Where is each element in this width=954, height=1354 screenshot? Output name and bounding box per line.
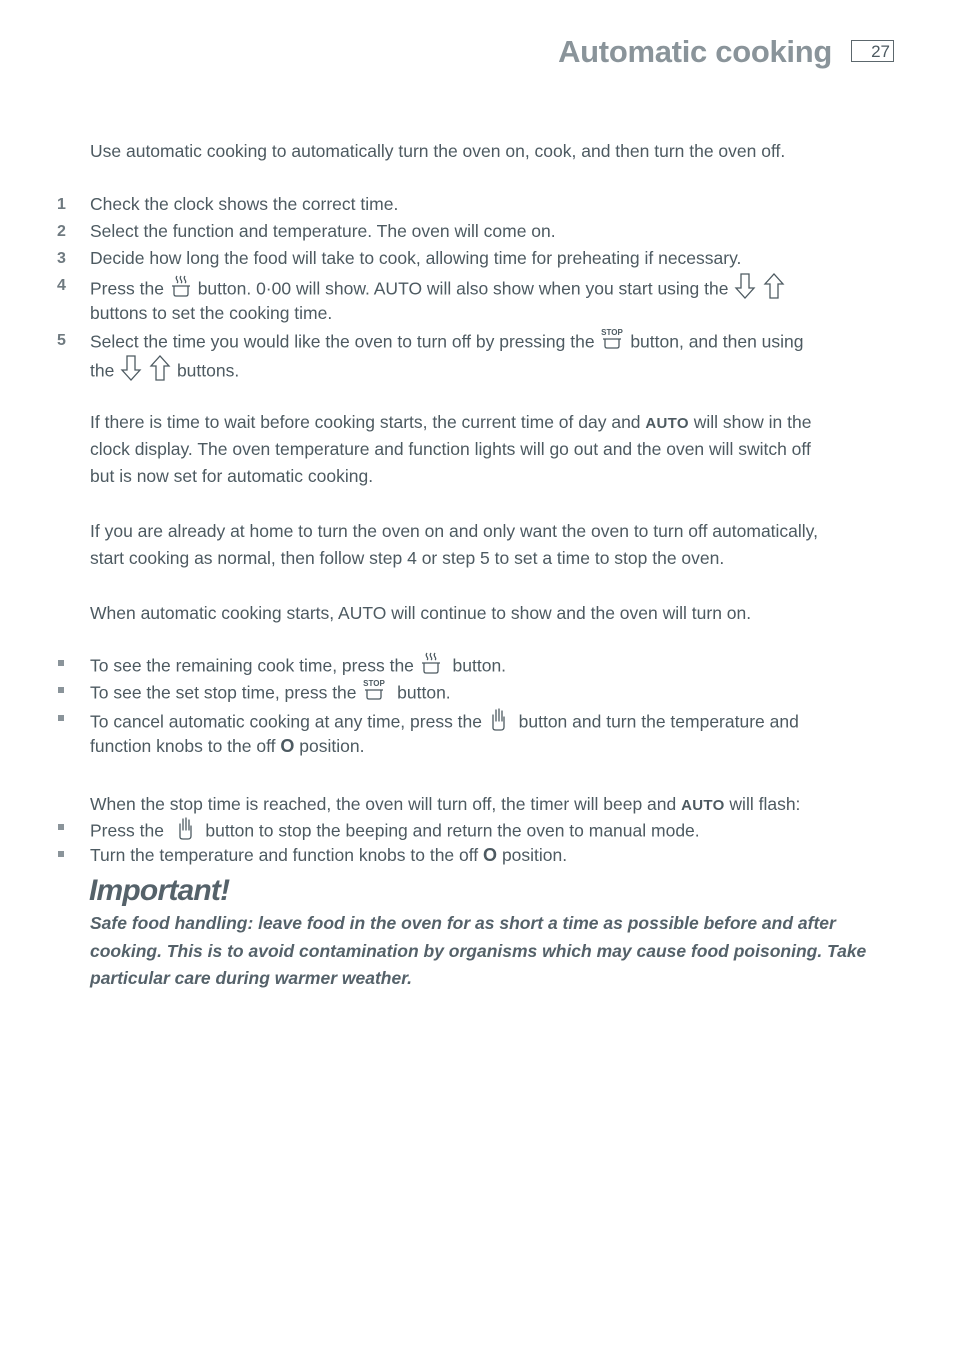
step-number: 4	[57, 277, 66, 294]
bullet-marker	[58, 715, 64, 721]
page-title: Automatic cooking	[558, 34, 832, 69]
arrow-down-icon	[119, 354, 143, 390]
step-text: Decide how long the food will take to cook, allowing time for preheating if necessary.	[90, 248, 742, 268]
paragraph-line: but is now set for automatic cooking.	[90, 466, 374, 486]
paragraph-line: If you are already at home to turn the oven on and only want the oven to turn off automatically,	[90, 521, 818, 541]
bullet-text: Turn the temperature and function knobs to the off O position.	[90, 845, 568, 865]
step-number: 3	[57, 250, 66, 267]
important-text: particular care during warmer weather.	[90, 968, 412, 988]
paragraph-line: clock display. The oven temperature and function lights will go out and the oven will switch off	[90, 439, 811, 459]
important-text: Safe food handling: leave food in the oven for as short a time as possible before and after	[90, 913, 836, 933]
step-text: Check the clock shows the correct time.	[90, 194, 399, 214]
off-symbol: O	[280, 736, 295, 756]
intro-text: Use automatic cooking to automatically turn the oven on, cook, and then turn the oven off.	[90, 141, 786, 161]
bullet-text: Press the button to stop the beeping and return the oven to manual mode.	[90, 815, 890, 849]
step-number: 2	[57, 223, 66, 240]
bullet-marker	[58, 687, 64, 693]
bullet-text: To cancel automatic cooking at any time, press the button and turn the temperature and	[90, 706, 890, 740]
arrow-up-icon	[148, 354, 172, 390]
paragraph-line: If there is time to wait before cooking starts, the current time of day and AUTO will show in the	[90, 412, 812, 432]
bullet-marker	[58, 660, 64, 666]
off-symbol: O	[483, 845, 498, 865]
auto-indicator: AUTO	[681, 797, 725, 814]
bullet-text: To see the set stop time, press the STOP button.	[90, 678, 890, 710]
step-number: 1	[57, 196, 66, 213]
svg-text:STOP: STOP	[363, 679, 386, 688]
paragraph-line: When automatic cooking starts, AUTO will continue to show and the oven will turn on.	[90, 603, 752, 623]
bullet-text: To see the remaining cook time, press the button.	[90, 651, 890, 683]
step-text: Select the time you would like the oven to turn off by pressing the STOP button, and then using	[90, 327, 890, 359]
bullet-marker	[58, 824, 64, 830]
svg-text:STOP: STOP	[601, 328, 624, 337]
step-number: 5	[57, 332, 66, 349]
step-text: Press the button. 0·00 will show. AUTO will also show when you start using the	[90, 272, 890, 308]
bullet-marker	[58, 851, 64, 857]
step-text-continued: buttons to set the cooking time.	[90, 303, 333, 323]
paragraph-line: When the stop time is reached, the oven will turn off, the timer will beep and AUTO will flash:	[90, 794, 801, 814]
auto-indicator: AUTO	[645, 415, 689, 432]
step-text-continued: the buttons.	[90, 354, 890, 390]
page-number: 27	[851, 40, 894, 62]
important-heading: Important!	[89, 874, 230, 907]
important-text: cooking. This is to avoid contamination by organisms which may cause food poisoning. Take	[90, 941, 867, 961]
step-text: Select the function and temperature. The oven will come on.	[90, 221, 556, 241]
bullet-text-continued: function knobs to the off O position.	[90, 736, 365, 756]
paragraph-line: start cooking as normal, then follow step 4 or step 5 to set a time to stop the oven.	[90, 548, 725, 568]
